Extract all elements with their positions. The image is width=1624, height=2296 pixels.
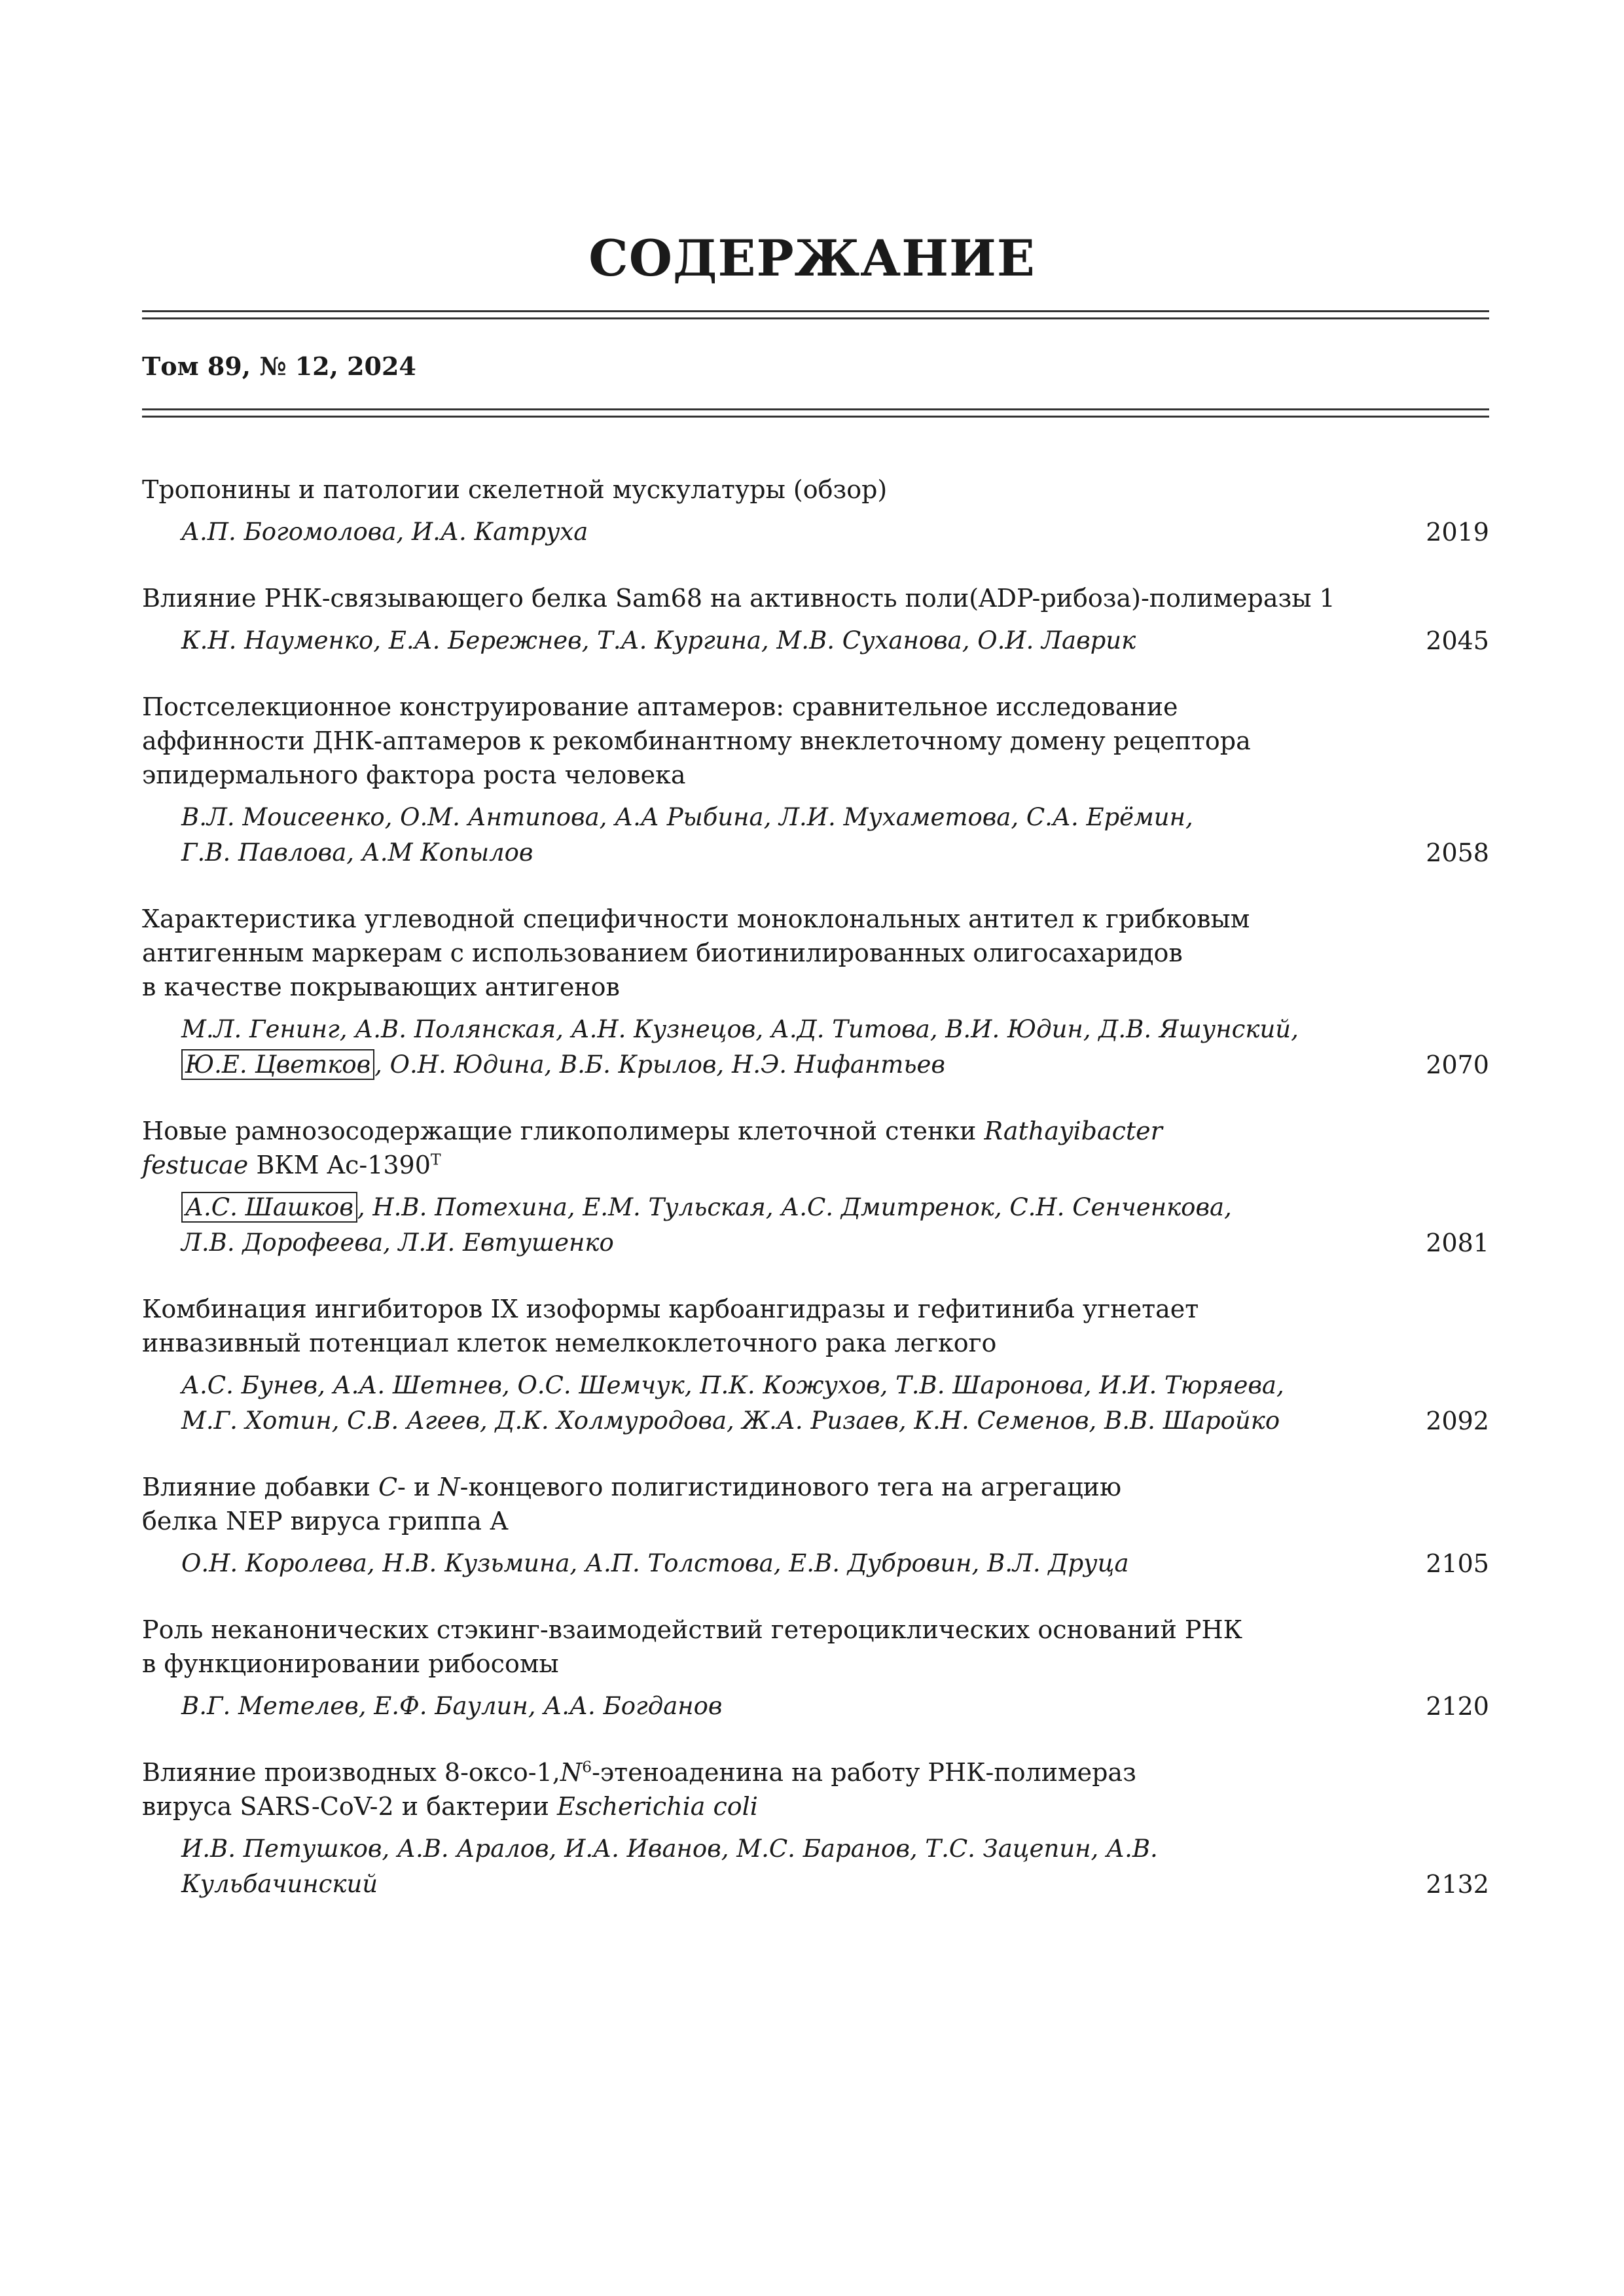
article-title-line: эпидермального фактора роста человека [142, 761, 686, 789]
authors-line: О.Н. Королева, Н.В. Кузьмина, А.П. Толстова, Е.В. Дубровин, В.Л. Друца [181, 1549, 1129, 1577]
double-rule-bottom [142, 408, 1489, 418]
page-number: 2092 [1426, 1407, 1489, 1435]
article-authors [142, 1831, 1489, 1902]
article-title-line: антигенным маркерам с использованием биотинилированных олигосахаридов [142, 939, 1183, 967]
article-title-line: Характеристика углеводной специфичности моноклональных антител к грибковым [142, 905, 1250, 933]
authors-line: И.В. Петушков, А.В. Аралов, И.А. Иванов, М.С. Баранов, Т.С. Зацепин, А.В. Кульбачинский [181, 1835, 1158, 1898]
page-title: СОДЕРЖАНИЕ [588, 229, 1036, 287]
title-italic-text: Rathayibacter [984, 1117, 1163, 1145]
article-title-line: Тропонины и патологии скелетной мускулатуры (обзор) [142, 475, 888, 504]
article-title-line: Комбинация ингибиторов IX изоформы карбоангидразы и гефитиниба угнетает [142, 1295, 1199, 1323]
authors-line: К.Н. Науменко, Е.А. Бережнев, Т.А. Кургина, М.В. Суханова, О.И. Лаврик [181, 626, 1136, 655]
article-title [142, 473, 1386, 507]
authors-line: М.Г. Хотин, С.В. Агеев, Д.К. Холмуродова, Ж.А. Ризаев, К.Н. Семенов, В.В. Шаройко [181, 1407, 1280, 1435]
authors-line [181, 1190, 1326, 1225]
article-title-line [142, 1148, 1386, 1182]
article-title-line: Постселекционное конструирование аптамеров: сравнительное исследование [142, 692, 1178, 721]
article-title [142, 1292, 1386, 1360]
page-number: 2081 [1426, 1229, 1489, 1257]
title-italic-text: N [438, 1473, 460, 1501]
title-text: вируса SARS-CoV-2 и бактерии [142, 1792, 558, 1821]
article-title [142, 1470, 1386, 1538]
authors-line: Л.В. Дорофеева, Л.И. Евтушенко [181, 1229, 614, 1257]
toc-entry[interactable] [142, 690, 1489, 870]
table-of-contents [142, 473, 1489, 1933]
toc-entry[interactable] [142, 1755, 1489, 1902]
article-authors [142, 800, 1489, 870]
authors-line: Г.В. Павлова, А.М Копылов [181, 838, 533, 867]
article-authors [142, 1190, 1489, 1261]
deceased-author-box: Ю.Е. Цветков [181, 1049, 374, 1080]
article-title-line: в качестве покрывающих антигенов [142, 973, 620, 1001]
authors-text: , Н.В. Потехина, Е.М. Тульская, А.С. Дмитренок, С.Н. Сенченкова, [357, 1193, 1232, 1221]
authors-text: , О.Н. Юдина, В.Б. Крылов, Н.Э. Нифантьев [374, 1050, 945, 1079]
toc-entry[interactable] [142, 581, 1489, 658]
article-authors [142, 1546, 1489, 1581]
toc-entry[interactable] [142, 473, 1489, 550]
article-title-line: Роль неканонических стэкинг-взаимодействий гетероциклических оснований РНК [142, 1615, 1242, 1644]
title-text: -концевого полигистидинового тега на агрегацию [460, 1473, 1122, 1501]
authors-line: В.Г. Метелев, Е.Ф. Баулин, А.А. Богданов [181, 1692, 723, 1720]
article-authors [142, 623, 1489, 658]
article-title [142, 1114, 1386, 1182]
authors-line: М.Л. Генинг, А.В. Полянская, А.Н. Кузнецов, А.Д. Титова, В.И. Юдин, Д.В. Яшунский, [181, 1015, 1299, 1043]
toc-entry[interactable] [142, 1613, 1489, 1724]
page-number: 2058 [1426, 838, 1489, 867]
page-number: 2019 [1426, 518, 1489, 547]
title-text: - и [397, 1473, 439, 1501]
page-number: 2132 [1426, 1870, 1489, 1899]
title-text: Влияние производных 8-оксо-1, [142, 1758, 560, 1787]
authors-line: В.Л. Моисеенко, О.М. Антипова, А.А Рыбина, Л.И. Мухаметова, С.А. Ерёмин, [181, 803, 1193, 831]
article-title [142, 1755, 1386, 1823]
article-authors [142, 1689, 1489, 1724]
page-number: 2070 [1426, 1050, 1489, 1079]
title-italic-text: C [378, 1473, 398, 1501]
toc-entry[interactable] [142, 1470, 1489, 1581]
article-title [142, 690, 1386, 792]
article-title [142, 902, 1386, 1004]
title-italic-text: Escherichia coli [557, 1792, 758, 1821]
deceased-author-box: А.С. Шашков [181, 1192, 357, 1223]
superscript: 6 [582, 1757, 592, 1776]
article-title-line [142, 1114, 1386, 1148]
double-rule-top [142, 310, 1489, 319]
page-number: 2105 [1426, 1549, 1489, 1578]
article-title [142, 581, 1386, 615]
superscript: T [430, 1150, 441, 1169]
article-title-line [142, 1470, 1386, 1504]
article-authors [142, 1012, 1489, 1083]
title-text: Новые рамнозосодержащие гликополимеры клеточной стенки [142, 1117, 984, 1145]
title-text: Влияние добавки [142, 1473, 378, 1501]
toc-entry[interactable] [142, 1292, 1489, 1439]
article-title [142, 1613, 1386, 1681]
article-title-line [142, 1789, 1386, 1823]
article-title-line: аффинности ДНК-аптамеров к рекомбинантному внеклеточному домену рецептора [142, 726, 1251, 755]
article-title-line [142, 1755, 1386, 1789]
article-authors [142, 514, 1489, 550]
article-title-line: инвазивный потенциал клеток немелкоклеточного рака легкого [142, 1329, 997, 1357]
page-number: 2045 [1426, 626, 1489, 655]
article-title-line: белка NEP вируса гриппа А [142, 1507, 509, 1535]
title-text: -этеноаденина на работу РНК-полимераз [592, 1758, 1136, 1787]
authors-line: А.С. Бунев, А.А. Шетнев, О.С. Шемчук, П.К. Кожухов, Т.В. Шаронова, И.И. Тюряева, [181, 1371, 1284, 1399]
toc-entry[interactable] [142, 1114, 1489, 1261]
article-title-line: Влияние РНК-связывающего белка Sam68 на активность поли(ADP-рибоза)-полимеразы 1 [142, 584, 1335, 613]
title-italic-text: festucae [142, 1151, 249, 1179]
authors-line [181, 1047, 1326, 1083]
article-title-line: в функционировании рибосомы [142, 1649, 559, 1678]
authors-line: А.П. Богомолова, И.А. Катруха [181, 518, 588, 546]
title-text: ВКМ Ac-1390 [248, 1151, 431, 1179]
title-italic-text: N [560, 1758, 583, 1787]
toc-entry[interactable] [142, 902, 1489, 1083]
page-number: 2120 [1426, 1692, 1489, 1721]
article-authors [142, 1368, 1489, 1439]
issue-info: Том 89, № 12, 2024 [142, 351, 416, 381]
